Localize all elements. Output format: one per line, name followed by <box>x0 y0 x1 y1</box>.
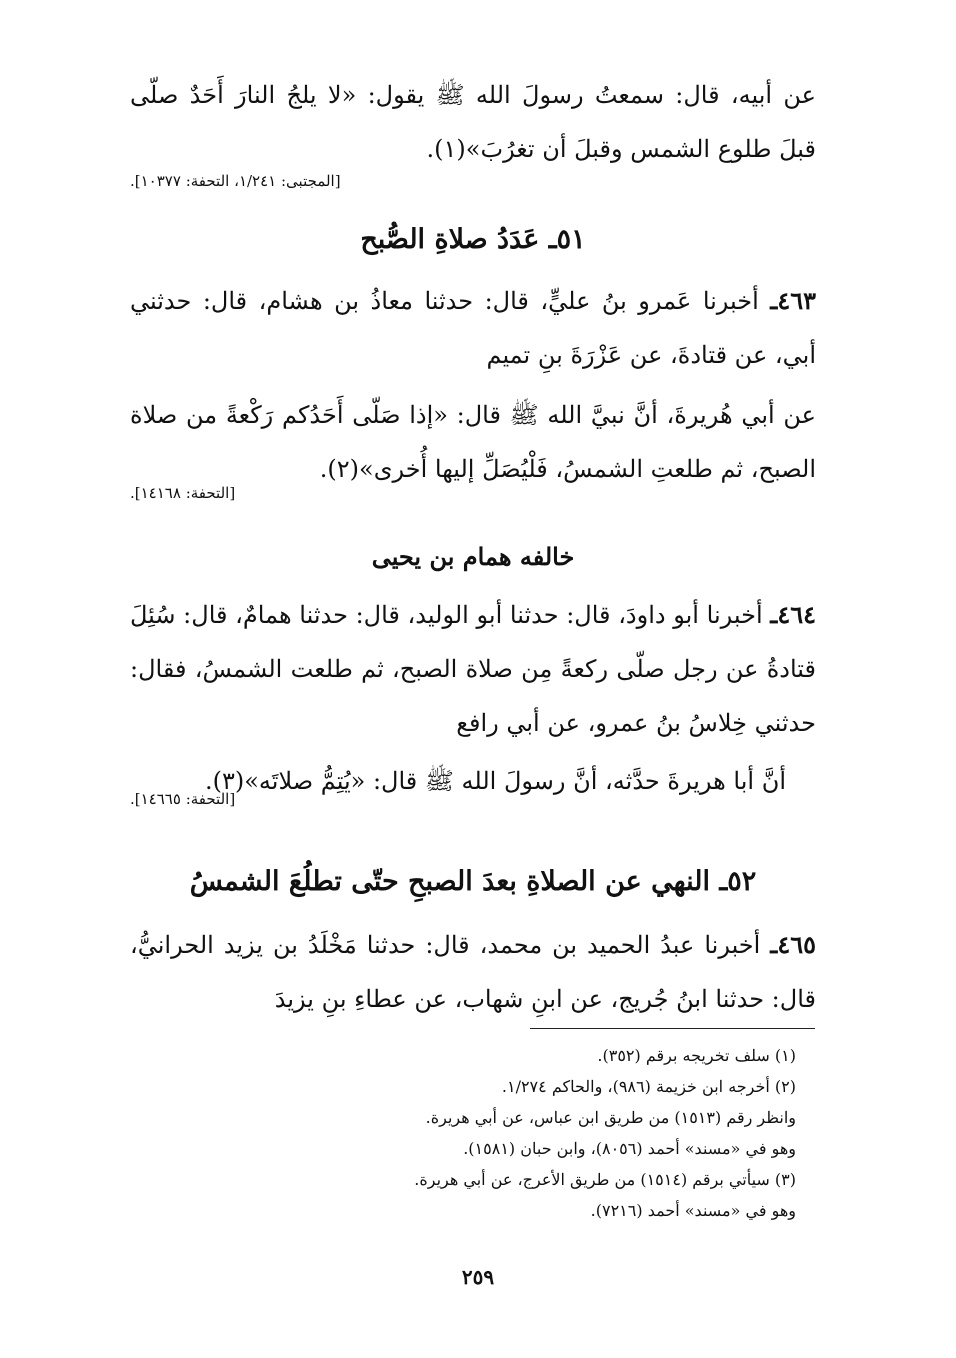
footnote-line: وهو في «مسند» أحمد (٧٢١٦). <box>590 1201 796 1220</box>
sub-heading: خالفه همام بن يحيى <box>371 542 575 571</box>
footnote-divider <box>530 1028 815 1029</box>
footnote-line: (١) سلف تخريجه برقم (٣٥٢). <box>597 1046 796 1065</box>
hadith-chain <box>130 918 816 1026</box>
hadith-chain <box>130 274 816 382</box>
hadith-matn: أنَّ أبا هريرةَ حدَّثه، أنَّ رسولَ الله ﷺ قال: «يُتِمُّ صلاتَه»(٣). <box>204 767 786 795</box>
footnotes <box>130 1040 796 1226</box>
footnote-line: (٢) أخرجه ابن خزيمة (٩٨٦)، والحاكم ١/٢٧٤. <box>501 1077 796 1096</box>
footnote-line: وانظر رقم (١٥١٣) من طريق ابن عباس، عن أبي هريرة. <box>425 1108 796 1127</box>
source-reference: [التحفة: ١٤٦٦٥]. <box>130 790 236 808</box>
footnote-line: (٣) سيأتي برقم (١٥١٤) من طريق الأعرج، عن أبي هريرة. <box>414 1170 796 1189</box>
hadith-chain <box>130 588 816 750</box>
source-reference: [التحفة: ١٤١٦٨]. <box>130 484 236 502</box>
paragraph-text: عن أبيه، قال: سمعتُ رسولَ الله ﷺ يقول: «لا يلجُ النارَ أَحَدٌ صلّى قبلَ طلوع الشمس وقبلَ أن تغرُبَ»(١). <box>130 81 816 163</box>
hadith-463 <box>130 274 816 496</box>
chapter-heading-52: ٥٢ـ النهي عن الصلاةِ بعدَ الصبحِ حتّى تطلُعَ الشمسُ <box>189 866 757 897</box>
hadith-464 <box>130 588 816 808</box>
source-reference: [المجتبى: ١/٢٤١، التحفة: ١٠٣٧٧]. <box>130 172 341 190</box>
hadith-matn: عن أبي هُريرةَ، أنَّ نبيَّ الله ﷺ قال: «إذا صَلّى أَحَدُكم رَكْعةً من صلاة الصبح، ثم طلعتِ الشمسُ، فَلْيُصَلِّ إليها أُخرى»(٢). <box>130 401 816 483</box>
hadith-chain-text: أخبرنا عبدُ الحميد بن محمد، قال: حدثنا مَخْلَدُ بن يزيد الحرانيُّ، قال: حدثنا ابنُ جُريج، عن ابنِ شهاب، عن عطاءِ بنِ يزيدَ <box>130 931 816 1013</box>
page-number: ٢٥٩ <box>461 1265 495 1289</box>
paragraph-continuation <box>130 68 816 176</box>
hadith-number: ٤٦٥ـ <box>770 930 816 959</box>
hadith-chain-text: أخبرنا أبو داودَ، قال: حدثنا أبو الوليد، قال: حدثنا همامٌ، قال: سُئِلَ قتادةُ عن رجل صلّى ركعةً مِن صلاة الصبح، ثم طلعت الشمسُ، فقال: حدثني خِلاسُ بنُ عمرو، عن أبي رافع <box>130 601 816 737</box>
hadith-465 <box>130 918 816 1026</box>
chapter-heading-51: ٥١ـ عَدَدُ صلاةِ الصُّبح <box>360 224 586 255</box>
hadith-number: ٤٦٤ـ <box>770 600 816 629</box>
hadith-chain-text: أخبرنا عَمرو بنُ عليٍّ، قال: حدثنا معاذُ بن هشام، قال: حدثني أبي، عن قتادةَ، عن عَزْرَةَ بنِ تميم <box>130 287 816 369</box>
hadith-number: ٤٦٣ـ <box>770 286 816 315</box>
footnote-line: وهو في «مسند» أحمد (٨٠٥٦)، وابن حبان (١٥٨١). <box>463 1139 796 1158</box>
